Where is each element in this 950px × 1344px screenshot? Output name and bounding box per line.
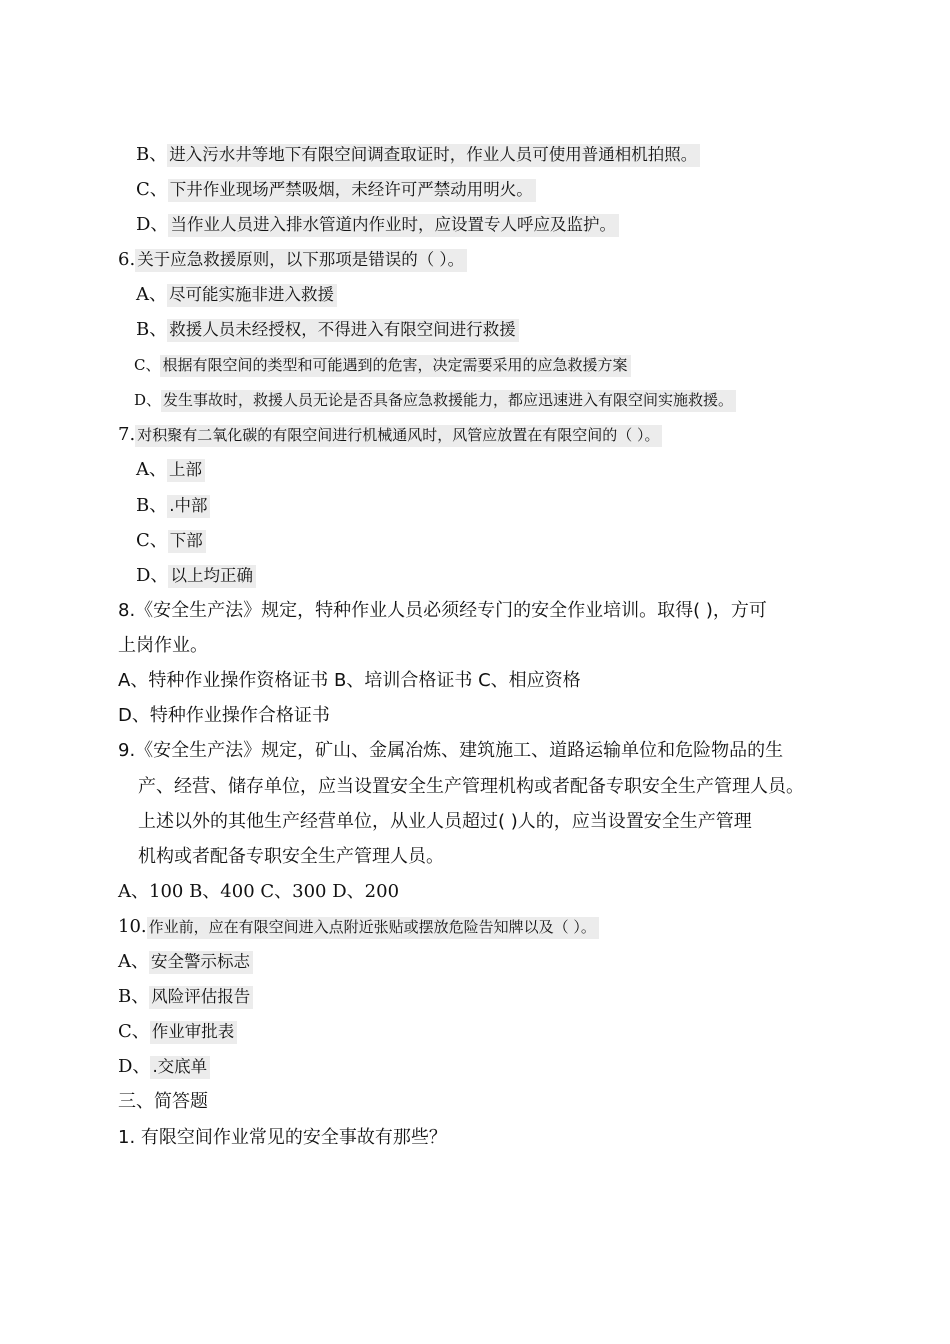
option-label: C、 (134, 356, 161, 374)
option-q10-b (118, 986, 253, 1008)
option-q5-c (136, 179, 536, 201)
question-stem: 作业前，应在有限空间进入点附近张贴或摆放危险告知牌以及（ ）。 (147, 917, 599, 939)
question-9-line-3: 上述以外的其他生产经营单位，从业人员超过( )人的，应当设置安全生产管理 (138, 811, 752, 832)
option-text: 进入污水井等地下有限空间调查取证时，作业人员可使用普通相机拍照。 (167, 144, 700, 167)
option-q5-b (136, 144, 700, 166)
option-q10-d (118, 1056, 210, 1078)
option-text: .中部 (167, 495, 210, 518)
option-label: D、 (134, 391, 162, 409)
option-label: A、 (118, 951, 149, 972)
short-answer-question-1: 1. 有限空间作业常见的安全事故有那些？ (118, 1127, 447, 1148)
option-q10-c (118, 1021, 237, 1043)
option-label: D、 (118, 1056, 151, 1077)
option-label: C、 (136, 530, 168, 551)
option-label: B、 (136, 319, 168, 340)
question-9-line-4: 机构或者配备专职安全生产管理人员。 (138, 846, 444, 867)
option-text: 当作业人员进入排水管道内作业时，应设置专人呼应及监护。 (168, 214, 619, 237)
option-label: D、 (136, 214, 169, 235)
option-text: 作业审批表 (150, 1021, 238, 1044)
option-label: B、 (118, 986, 150, 1007)
question-stem: 关于应急救援原则，以下那项是错误的（ ）。 (135, 249, 467, 272)
option-text: 救援人员未经授权，不得进入有限空间进行救援 (167, 319, 519, 342)
option-q7-c (136, 530, 206, 552)
option-q6-d (134, 390, 736, 409)
option-q7-a (136, 459, 205, 481)
option-text: 根据有限空间的类型和可能遇到的危害，决定需要采用的应急救援方案 (160, 355, 630, 377)
option-q7-b (136, 495, 210, 517)
option-q6-a (136, 284, 337, 306)
option-label: C、 (118, 1021, 150, 1042)
option-text: 尽可能实施非进入救援 (167, 284, 337, 307)
question-10 (118, 916, 599, 938)
option-text: 以上均正确 (168, 565, 256, 588)
option-q6-b (136, 319, 519, 341)
question-8-option-d: D、特种作业操作合格证书 (118, 705, 330, 726)
option-text: 风险评估报告 (149, 986, 253, 1009)
option-q6-c (134, 355, 631, 374)
option-text: 发生事故时，救援人员无论是否具备应急救援能力，都应迅速进入有限空间实施救援。 (161, 390, 736, 412)
option-q10-a (118, 951, 253, 973)
option-label: C、 (136, 179, 168, 200)
question-8-line-1: 8.《安全生产法》规定，特种作业人员必须经专门的安全作业培训。取得( )，方可 (118, 600, 767, 621)
question-6 (118, 249, 467, 271)
option-text: 安全警示标志 (149, 951, 253, 974)
option-q7-d (136, 565, 256, 587)
question-9-options: A、100 B、400 C、300 D、200 (118, 881, 400, 902)
option-text: .交底单 (150, 1056, 210, 1079)
question-7 (118, 424, 662, 446)
option-label: A、 (136, 284, 167, 305)
option-label: B、 (136, 144, 168, 165)
option-text: 上部 (167, 459, 205, 482)
section-title: 三、简答题 (118, 1091, 208, 1112)
question-stem: 对积聚有二氧化碳的有限空间进行机械通风时，风管应放置在有限空间的（ ）。 (135, 425, 662, 447)
question-number: 7. (118, 424, 136, 445)
option-q5-d (136, 214, 619, 236)
question-9-line-2: 产、经营、储存单位，应当设置安全生产管理机构或者配备专职安全生产管理人员。 (138, 776, 804, 797)
option-text: 下井作业现场严禁吸烟，未经许可严禁动用明火。 (168, 179, 536, 202)
question-9-line-1: 9.《安全生产法》规定，矿山、金属冶炼、建筑施工、道路运输单位和危险物品的生 (118, 740, 784, 761)
option-label: D、 (136, 565, 169, 586)
question-8-line-2: 上岗作业。 (118, 635, 208, 656)
option-label: B、 (136, 495, 168, 516)
option-text: 下部 (168, 530, 206, 553)
question-number: 6. (118, 249, 136, 270)
question-number: 10. (118, 916, 147, 937)
option-label: A、 (136, 459, 167, 480)
question-8-options: A、特种作业操作资格证书 B、培训合格证书 C、相应资格 (118, 670, 581, 691)
